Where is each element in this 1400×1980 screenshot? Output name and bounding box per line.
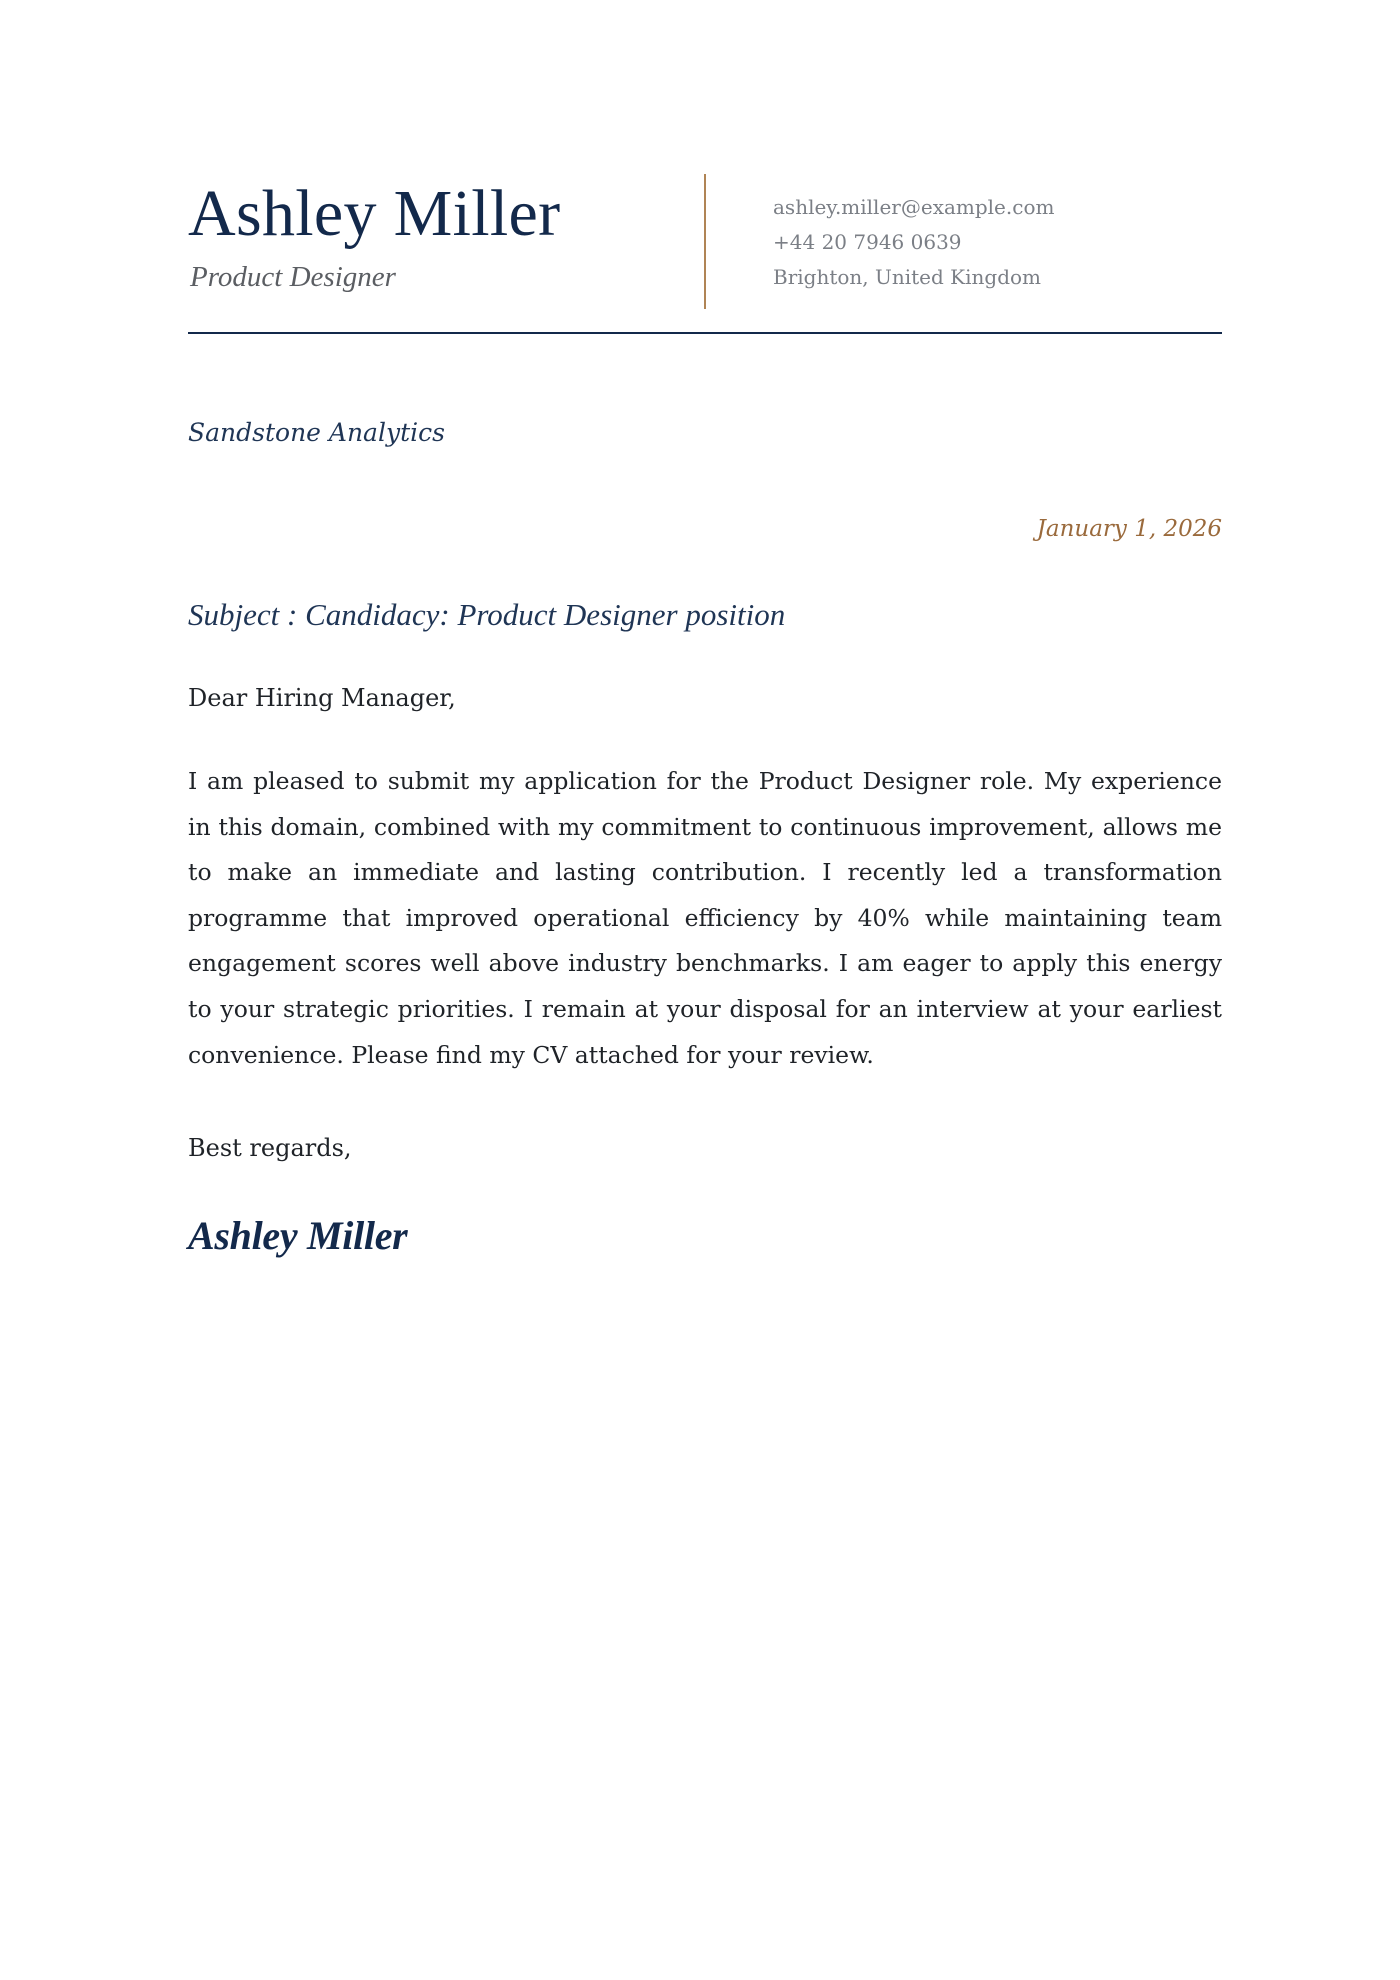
contact-block (773, 190, 1054, 295)
contact-phone: +44 20 7946 0639 (773, 230, 962, 254)
contact-location: Brighton, United Kingdom (773, 265, 1042, 289)
letter-subject: Subject : Candidacy: Product Designer position (188, 597, 786, 632)
header-vertical-divider (704, 174, 706, 309)
letter-header (188, 170, 1222, 333)
letter-greeting: Dear Hiring Manager, (188, 684, 456, 712)
header-rule (188, 332, 1222, 334)
recipient-company: Sandstone Analytics (188, 418, 445, 447)
letter-closing: Best regards, (188, 1134, 352, 1162)
applicant-title: Product Designer (190, 261, 396, 293)
applicant-name: Ashley Miller (188, 177, 561, 250)
contact-email: ashley.miller@example.com (773, 195, 1055, 219)
letter-signature: Ashley Miller (188, 1213, 408, 1258)
letter-body: I am pleased to submit my application for the Product Designer role. My experience in this domain, combined with my commitment to continuous improvement, allows me to make an immediate and lasting contribution. I recently led a transformation programme that improved operational efficiency by 40% while maintaining team engagement scores well above industry benchmarks. I am eager to apply this energy to your strategic priorities. I remain at your disposal for an interview at your earliest convenience. Please find my CV attached for your review. (188, 767, 1222, 1069)
letter-date: January 1, 2026 (1036, 516, 1222, 542)
